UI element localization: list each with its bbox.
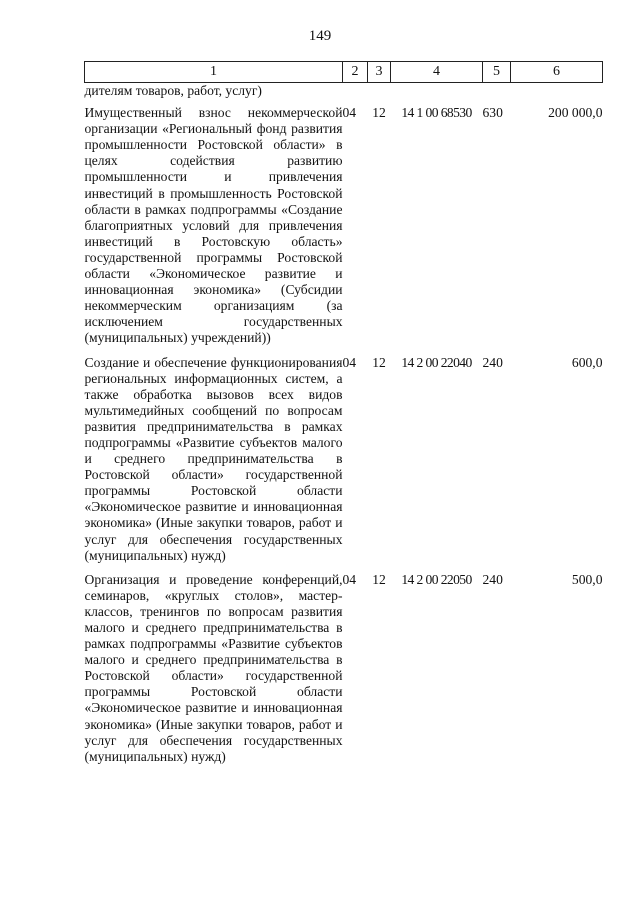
row-expense-type-code: 630 [482,105,503,121]
row-amount: 500,0 [571,571,603,587]
column-header: 5 [483,62,511,83]
continuation-row [85,83,603,106]
row-section-code: 04 [342,105,357,121]
row-target-article-code: 14 1 00 68530 [401,105,472,121]
column-header: 1 [85,62,343,83]
table-row [85,355,603,572]
page-number: 149 [308,28,332,44]
row-description: Организация и проведение конференций, семинаров, «круглых столов», мастер-классов, тренингов по вопросам развития малого и среднего предпринимательства в рамках подпрограммы «Развитие субъектов малого и среднего предпринимательства в Ростовской области» государственной программы Ростовской области «Экономическое развитие и инновационная экономика» (Иные закупки товаров, работ и услуг для обеспечения государственных (муниципальных) нужд) [84,571,343,764]
row-expense-type-code: 240 [482,571,503,587]
budget-table [84,61,603,773]
row-description: Создание и обеспечение функционирования региональных информационных систем, а также обработка вызовов всех видов мультимедийных сообщений по вопросам развития предпринимательства в рамках подпрограммы «Развитие субъектов малого и среднего предпринимательства в Ростовской области» государственной программы Ростовской области «Экономическое развитие и инновационная экономика» (Иные закупки товаров, работ и услуг для обеспечения государственных (муниципальных) нужд) [84,354,343,563]
table-row [85,105,603,354]
row-target-article-code: 14 2 00 22050 [401,571,472,587]
table-row [85,572,603,773]
row-amount: 600,0 [571,354,603,370]
row-description: Имущественный взнос некоммерческой организации «Региональный фонд развития промышленности Ростовской области» в целях содействия развитию промышленности и привлечения инвестиций в промышленность Ростовской области в рамках подпрограммы «Создание благоприятных условий для привлечения инвестиций в Ростовскую область» государственной программы Ростовской области «Экономическое развитие и инновационная экономика» (Субсидии некоммерческим организациям (за исключением государственных (муниципальных) учреждений)) [84,105,343,346]
continuation-text: дителям товаров, работ, услуг) [84,83,262,98]
column-header: 6 [511,62,603,83]
row-section-code: 04 [342,571,357,587]
column-header: 4 [391,62,483,83]
row-subsection-code: 12 [372,571,386,587]
column-header: 3 [368,62,391,83]
row-target-article-code: 14 2 00 22040 [401,354,472,370]
row-section-code: 04 [342,354,357,370]
row-expense-type-code: 240 [482,354,503,370]
column-header: 2 [343,62,368,83]
row-amount: 200 000,0 [548,105,603,121]
row-subsection-code: 12 [372,354,386,370]
table-header-row [85,62,603,83]
row-subsection-code: 12 [372,105,386,121]
